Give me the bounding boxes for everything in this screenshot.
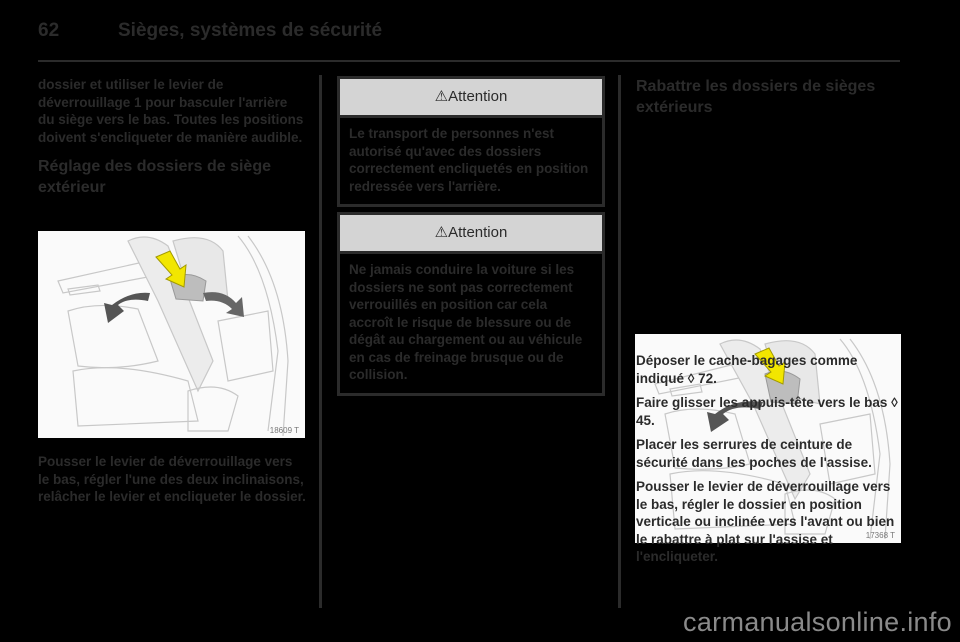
watermark: carmanualsonline.info — [683, 607, 952, 637]
paragraph-lower-headrests: Faire glisser les appuis-tête vers le bas ◊ 45. — [636, 395, 898, 428]
warning-triangle-icon: ⚠ — [434, 88, 449, 105]
figure-code: 18609 T — [269, 426, 299, 435]
section-heading-fold-seatbacks: Rabattre les dossiers de sièges extérieurs — [636, 78, 876, 116]
seat-illustration — [38, 231, 305, 438]
left-column-lower — [38, 453, 306, 513]
section-heading-outer-seatback-adjust: Réglage des dossiers de siège extérieur — [38, 158, 271, 196]
paragraph-adjust-instructions: Pousser le levier de déverrouillage vers le bas, régler l'une des deux inclinaisons, relâcher le levier et encliqueter le dossier. — [38, 454, 306, 504]
continued-paragraph: dossier et utiliser le levier de déverrouillage 1 pour basculer l'arrière du siège vers le bas. Toutes les positions doivent s'encliqueter de manière audible. — [38, 77, 304, 145]
warning-box — [337, 212, 605, 396]
page-number: 62 — [38, 20, 60, 41]
warning-title: Attention — [448, 224, 508, 241]
right-column-lower — [636, 352, 904, 573]
paragraph-fold-instructions: Pousser le levier de déverrouillage vers le bas, régler le dossier en position verticale ou inclinée vers l'avant ou bien le rabattre à plat sur l'assise et l'encliqueter. — [636, 479, 895, 564]
column-divider-right — [618, 75, 621, 608]
paragraph-remove-cover: Déposer le cache-bagages comme indiqué ◊ 72. — [636, 353, 858, 386]
warning-header — [340, 215, 602, 254]
warning-text: Ne jamais conduire la voiture si les dossiers ne sont pas correctement verrouillés en position car cela accroît le risque de blessure ou de dégât au chargement ou au véhicule en cas de freinage brusque ou de collision. — [349, 262, 583, 382]
figure-seatback-adjust — [38, 231, 305, 438]
figure-code: 17368 T — [865, 531, 895, 540]
right-column — [636, 76, 904, 128]
left-column — [38, 76, 306, 208]
warning-header — [340, 79, 602, 118]
chapter-title: Sièges, systèmes de sécurité — [118, 20, 383, 41]
warning-title: Attention — [448, 88, 508, 105]
warning-text: Le transport de personnes n'est autorisé qu'avec des dossiers correctement encliquetés en position redressée vers l'arrière. — [349, 126, 589, 194]
header-rule — [38, 60, 900, 62]
paragraph-belt-buckles: Placer les serrures de ceinture de sécurité dans les poches de l'assise. — [636, 437, 872, 470]
warning-triangle-icon: ⚠ — [434, 224, 449, 241]
warning-box — [337, 76, 605, 207]
column-divider-left — [319, 75, 322, 608]
